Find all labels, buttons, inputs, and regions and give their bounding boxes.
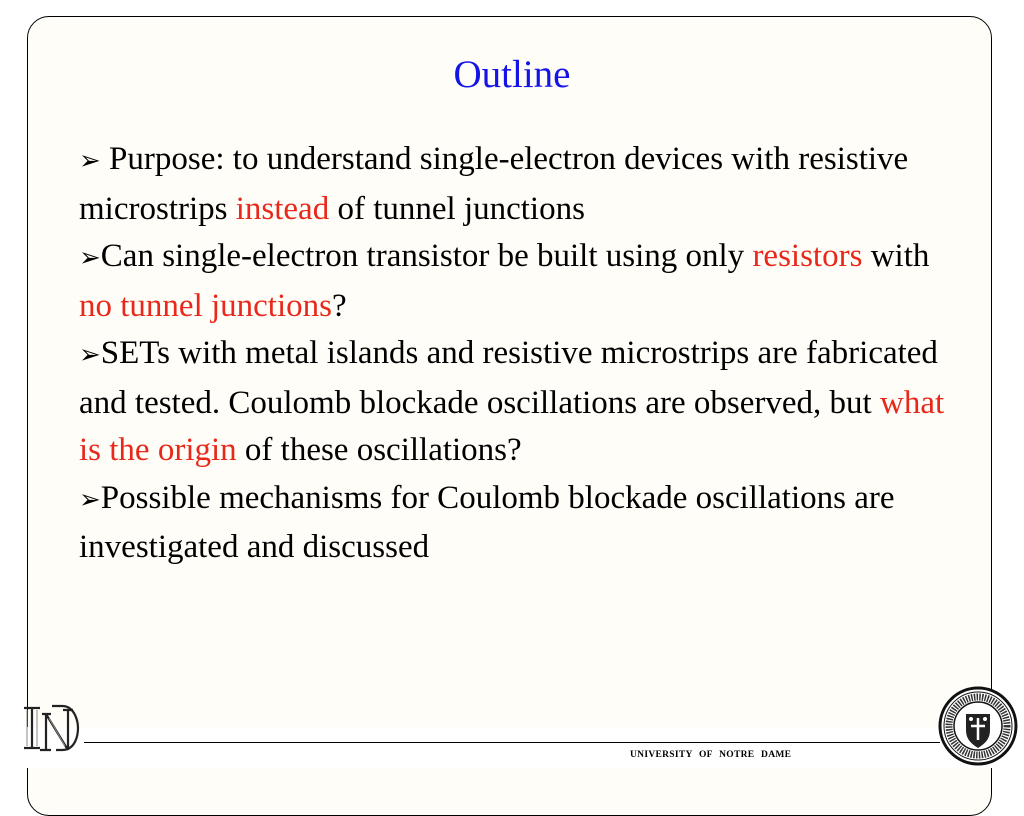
bullet-text: Can single-electron transistor be built using only <box>100 238 753 274</box>
university-seal-logo <box>938 686 1018 766</box>
bullet-text: Purpose: to understand single-electron devices with resistive microstrips <box>79 141 909 227</box>
bullet-item <box>79 330 959 475</box>
bullet-item <box>79 136 959 233</box>
bullet-list <box>79 136 959 572</box>
bullet-arrow-icon: ➢ <box>79 484 101 515</box>
highlighted-text: what is the origin <box>79 384 945 468</box>
bullet-item <box>79 233 959 330</box>
bullet-item <box>79 475 959 572</box>
frame-bottom-mask <box>0 727 1024 768</box>
footer-institution: UNIVERSITY OF NOTRE DAME <box>630 750 792 760</box>
slide-title: Outline <box>453 53 571 96</box>
highlighted-text: no tunnel junctions <box>79 287 332 324</box>
highlighted-text: instead <box>235 190 330 227</box>
bullet-arrow-icon: ➢ <box>79 146 101 176</box>
bullet-text: SETs with metal islands and resistive microstrips are fabricated and tested. Coulomb blockade oscillations are observed, but <box>79 335 938 421</box>
nd-monogram-logo <box>18 700 80 756</box>
bullet-text: ? <box>331 287 347 324</box>
bullet-arrow-icon: ➢ <box>79 243 101 273</box>
bullet-text: with <box>862 238 930 274</box>
bullet-text: of these oscillations? <box>236 432 522 468</box>
bullet-arrow-icon: ➢ <box>79 340 101 370</box>
bullet-text: Possible mechanisms for Coulomb blockade oscillations are investigated and discussed <box>79 479 895 565</box>
footer-rule <box>84 742 940 743</box>
highlighted-text: resistors <box>752 238 863 274</box>
bullet-text: of tunnel junctions <box>329 190 585 227</box>
